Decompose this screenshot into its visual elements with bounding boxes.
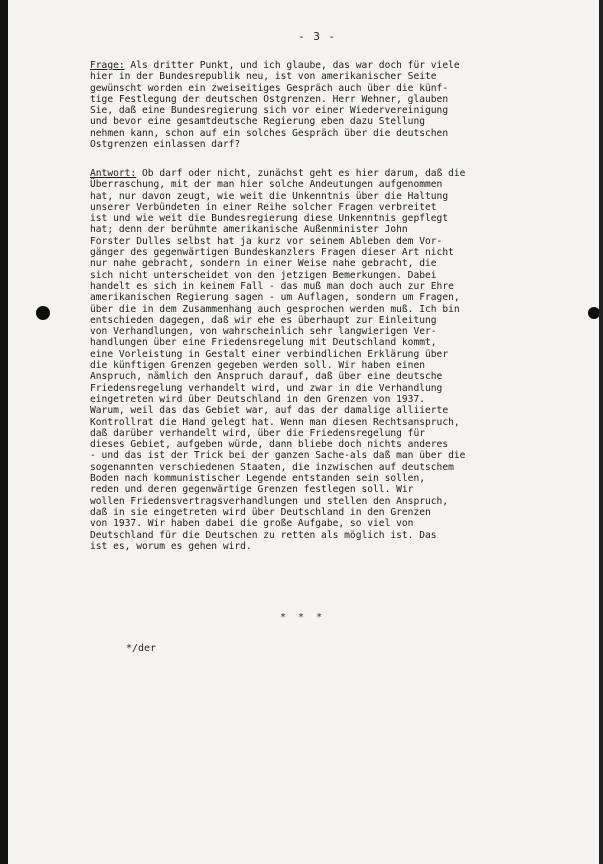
document-page xyxy=(8,0,600,864)
answer-line: eingetreten wird über Deutschland in den Grenzen von 1937. xyxy=(90,393,426,405)
question-line: Ostgrenzen einlassen darf? xyxy=(90,139,241,151)
answer-line: ist und wie weit die Bundesregierung diese Unkenntnis gepflegt xyxy=(90,213,449,225)
answer-line: - und das ist der Trick bei der ganzen Sache-als daß man über die xyxy=(90,450,466,462)
answer-line: über die in dem Zusammenhang auch gesprochen werden muß. Ich bin xyxy=(90,303,460,315)
answer-line: Boden nach kommunistischer Legende entstanden sein sollen, xyxy=(90,473,426,485)
punch-hole-left xyxy=(36,306,50,320)
section-separator: * * * xyxy=(280,612,326,623)
answer-speaker-label: Antwort: xyxy=(90,168,137,179)
question-line: nehmen kann, schon auf ein solches Gespräch über die deutschen xyxy=(90,127,449,139)
answer-line: Warum, weil das das Gebiet war, auf das der damalige alliierte xyxy=(90,405,449,417)
answer-line: hat; denn der berühmte amerikanische Außenminister John xyxy=(90,224,408,236)
continuation-reference: */der xyxy=(126,643,157,654)
question-line: und bevor eine gesamtdeutsche Regierung eben dazu Stellung xyxy=(90,116,426,128)
question-paragraph xyxy=(90,60,580,150)
answer-line: amerikanischen Regierung sagen - um Auflagen, sondern um Fragen, xyxy=(90,292,460,304)
answer-line: eine Vorleistung in Gestalt einer verbindlichen Erklärung über xyxy=(90,348,449,360)
answer-line: von Verhandlungen, von wahrscheinlich sehr langwierigen Ver- xyxy=(90,326,437,338)
answer-line: entschieden dagegen, daß wir ehe es überhaupt zur Einleitung xyxy=(90,314,437,326)
scan-right-edge xyxy=(599,0,603,864)
question-line: hier in der Bundesrepublik neu, ist von amerikanischer Seite xyxy=(90,71,437,83)
answer-paragraph xyxy=(90,168,580,552)
scan-left-edge xyxy=(0,0,8,864)
answer-line-text: Ob darf oder nicht, zunächst geht es hier darum, daß die xyxy=(136,168,466,179)
answer-line: wollen Friedensvertragsverhandlungen und stellen den Anspruch, xyxy=(90,495,449,507)
question-line: tige Festlegung der deutschen Ostgrenzen. Herr Wehner, glauben xyxy=(90,93,449,105)
answer-line: nur nahe gebracht, sondern in einer Weise nahe gebracht, die xyxy=(90,258,437,270)
answer-line: die künftigen Grenzen gegeben werden soll. Wir haben einen xyxy=(90,360,426,372)
answer-line: daß darüber verhandelt wird, über die Friedensregelung für xyxy=(90,427,426,439)
question-line: Sie, daß eine Bundesregierung sich vor einer Wiedervereinigung xyxy=(90,105,449,117)
answer-line: daß in sie eingetreten wird über Deutschland in den Grenzen xyxy=(90,506,431,518)
answer-line: Überraschung, mit der man hier solche Andeutungen aufgenommen xyxy=(90,179,443,191)
question-line xyxy=(90,60,580,71)
answer-line: Friedensregelung verhandelt wird, und zwar in die Verhandlung xyxy=(90,382,443,394)
answer-line: handelt es sich in keinem Fall - das muß man doch auch zur Ehre xyxy=(90,280,454,292)
answer-line: unserer Verbündeten in einer Reihe solcher Fragen verbreitet xyxy=(90,201,437,213)
answer-line: hat, nur davon zeugt, wie weit die Unkenntnis über die Haltung xyxy=(90,190,449,202)
answer-line: handlungen über eine Friedensregelung mit Deutschland kommt, xyxy=(90,337,437,349)
answer-line: Forster Dulles selbst hat ja kurz vor seinem Ableben dem Vor- xyxy=(90,235,443,247)
answer-line: von 1937. Wir haben dabei die große Aufgabe, so viel von xyxy=(90,518,414,530)
answer-line: Anspruch, nämlich den Anspruch darauf, daß über eine deutsche xyxy=(90,371,443,383)
answer-line: reden und deren gegenwärtige Grenzen festlegen soll. Wir xyxy=(90,484,414,496)
question-line: gewünscht worden ein zweiseitiges Gespräch auch über die künf- xyxy=(90,82,449,94)
question-speaker-label: Frage: xyxy=(90,60,125,71)
answer-line: sogenannten verschiedenen Staaten, die inzwischen auf deutschem xyxy=(90,461,454,473)
answer-line: sich nicht unterscheidet von den jetzigen Bemerkungen. Dabei xyxy=(90,269,437,281)
answer-line: dieses Gebiet, aufgeben würde, dann bliebe doch nichts anderes xyxy=(90,439,449,451)
answer-line: Deutschland für die Deutschen zu retten als möglich ist. Das xyxy=(90,529,437,541)
answer-line: Kontrollrat die Hand gelegt hat. Wenn man diesen Rechtsanspruch, xyxy=(90,416,460,428)
answer-line xyxy=(90,168,580,179)
page-number: - 3 - xyxy=(298,30,337,43)
answer-line: gänger des gegenwärtigen Bundeskanzlers Fragen dieser Art nicht xyxy=(90,247,454,259)
answer-line: ist es, worum es gehen wird. xyxy=(90,540,252,552)
question-line-text: Als dritter Punkt, und ich glaube, das war doch für viele xyxy=(124,60,460,71)
